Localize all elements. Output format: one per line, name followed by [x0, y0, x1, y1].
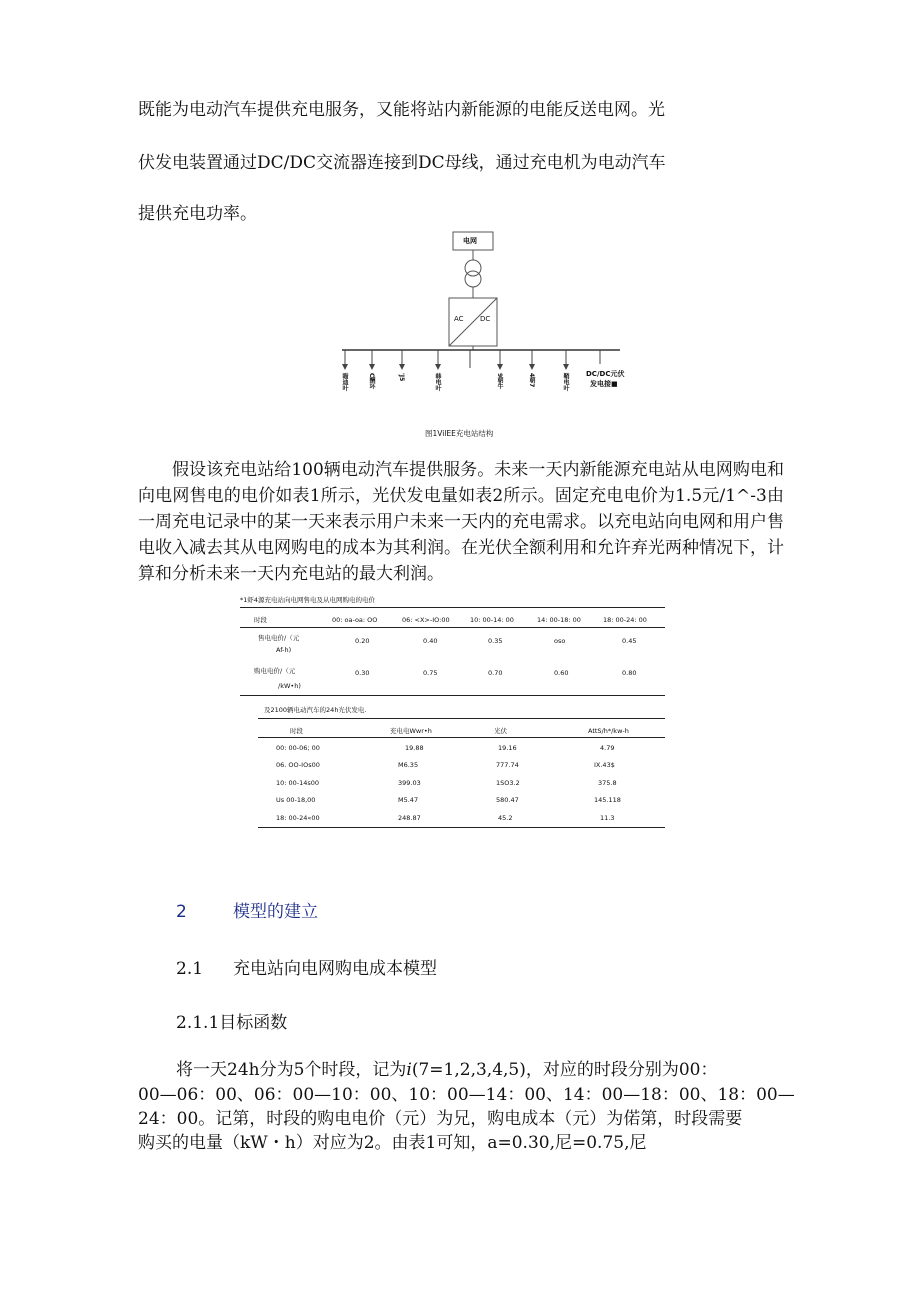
t1-buy-v1: 0.30 [355, 669, 370, 677]
t2-r1-col3: 4.79 [600, 744, 615, 752]
t2-r1-charge: 19.88 [405, 744, 424, 752]
t2-r4-col3: 145.118 [594, 796, 621, 804]
t2-r3-period: 10: 00-14s00 [276, 779, 320, 787]
section-2-number: 2 [176, 902, 187, 922]
t2-r2-period: 06. OO-IOs00 [276, 761, 320, 769]
t2-r4-charge: M5.47 [398, 796, 419, 804]
paragraph-2-line-1b: (7=1,2,3,4,5)，对应的时段分别为00： [411, 1060, 718, 1080]
grid-label: 电网 [463, 237, 477, 245]
branch-label-2: C酬坏 [368, 373, 375, 390]
t1-header-col1: 00: oa-oa: OO [332, 616, 378, 624]
t1-buy-v4: 0.60 [554, 669, 569, 677]
paragraph-2-line-1 [176, 1059, 718, 1081]
t2-header-charge: 充电电Wwr•h [390, 727, 432, 735]
t2-r2-col3: IX.43$ [594, 761, 615, 769]
t1-sell-v5: 0.45 [622, 637, 637, 645]
paragraph-2-variable-i: i [406, 1060, 412, 1080]
t1-sell-v1: 0.20 [355, 637, 370, 645]
station-structure-figure [330, 228, 630, 443]
t2-r1-pv: 19.16 [498, 744, 517, 752]
t2-r5-pv: 45.2 [498, 814, 513, 822]
branch-label-7: 4朝7 [528, 373, 535, 388]
paragraph-2-line-3: 24：00。记第，时段的购电电价（元）为兄，购电成本（元）为偌第，时段需要 [138, 1109, 743, 1129]
intro-line-1: 既能为电动汽车提供充电服务，又能将站内新能源的电能反送电网。光 [138, 100, 665, 120]
branch-label-4: 韩电叶 [434, 373, 441, 391]
t1-sell-label: 售电电价/（元 [258, 634, 300, 642]
t2-header-period: 时段 [290, 727, 303, 735]
t1-header-col3: 10: 00-14: 00 [470, 616, 514, 624]
paragraph-1: 假设该充电站给100辆电动汽车提供服务。未来一天内新能源充电站从电网购电和向电网售电的电价如表1所示，光伏发电量如表2所示。固定充电电价为1.5元/1^-3由一周充电记录中的某一天来表示用户未来一天内的充电需求。以充电站向电网和用户售电收入减去其从电网购电的成本为其利润。在光伏全额利用和允许弃光两种情况下，计算和分析未来一天内充电站的最大利润。 [138, 460, 784, 584]
t1-sell-unit: Af-h) [276, 646, 292, 654]
table-2 [258, 703, 665, 828]
t2-r2-charge: M6.35 [398, 761, 419, 769]
figure-caption: 图1VilEE充电站结构 [425, 429, 494, 438]
t2-r1-period: 00: 00-06; 00 [276, 744, 320, 752]
section-2-1-title: 充电站向电网购电成本模型 [233, 959, 437, 979]
table-2-caption: 及2100辆电动汽车的24h光伏发电. [264, 706, 367, 714]
t1-buy-label: 购电电价/（元 [254, 667, 296, 675]
section-2-1-1-title: 2.1.1目标函数 [176, 1013, 288, 1033]
t1-header-col4: 14: 00-18: 00 [537, 616, 581, 624]
t1-buy-unit: /kW•h) [278, 682, 301, 690]
t2-header-pv: 光伏 [494, 727, 507, 735]
t1-header-col2: 06: <X>-IO:00 [402, 616, 450, 624]
t1-buy-v2: 0.75 [423, 669, 438, 677]
pv-label-2: 发电接■ [590, 380, 618, 388]
dc-label: DC [480, 315, 491, 323]
t2-r2-pv: 777.74 [496, 761, 519, 769]
paragraph-2-line-1a: 将一天24h分为5个时段，记为 [176, 1060, 407, 1080]
branch-label-6: 9朝牛 [496, 373, 503, 390]
t2-r4-pv: 580.47 [496, 796, 519, 804]
t1-sell-v4: oso [554, 637, 566, 645]
t1-header-period: 时段 [254, 616, 267, 624]
t1-sell-v2: 0.40 [423, 637, 438, 645]
t2-r5-period: 18: 00-24«00 [276, 814, 320, 822]
station-structure-diagram [330, 228, 630, 443]
t1-header-col5: 18: 00-24: 00 [603, 616, 647, 624]
table-1-caption: *1虾4源充电站向电网售电及从电网购电的电价 [240, 596, 376, 604]
paragraph-2-line-2: 00—06：00、06：00—10：00、10：00—14：00、14：00—18：00、18：00— [138, 1085, 795, 1105]
t2-header-col3: AttS/h*/kw-h [588, 727, 629, 735]
paragraph-2-line-4: 购买的电量（kW・h）对应为2。由表1可知，a=0.30,尼=0.75,尼 [138, 1133, 647, 1153]
t2-r3-col3: 375.8 [598, 779, 617, 787]
t2-r3-pv: 1SO3.2 [496, 779, 520, 787]
t2-r3-charge: 399.03 [398, 779, 421, 787]
branch-label-8: 鞘电叶 [562, 373, 569, 391]
intro-line-2: 伏发电装置通过DC/DC交流器连接到DC母线，通过充电机为电动汽车 [138, 153, 666, 173]
branch-label-3: 'J5 [398, 373, 405, 382]
section-2-title: 模型的建立 [233, 902, 318, 922]
ac-label: AC [454, 315, 464, 323]
t2-r4-period: Us 00-18,00 [276, 796, 316, 804]
branch-label-1: 瞄迪叶 [341, 373, 348, 391]
t2-r5-col3: 11.3 [600, 814, 615, 822]
table-1 [240, 596, 665, 696]
t1-sell-v3: 0.35 [488, 637, 503, 645]
intro-line-3: 提供充电功率。 [138, 204, 257, 224]
pv-label-1: DC/DC元伏 [586, 370, 625, 378]
t2-r5-charge: 248.87 [398, 814, 421, 822]
t1-buy-v5: 0.80 [622, 669, 637, 677]
t1-buy-v3: 0.70 [488, 669, 503, 677]
section-2-1-number: 2.1 [176, 959, 204, 979]
